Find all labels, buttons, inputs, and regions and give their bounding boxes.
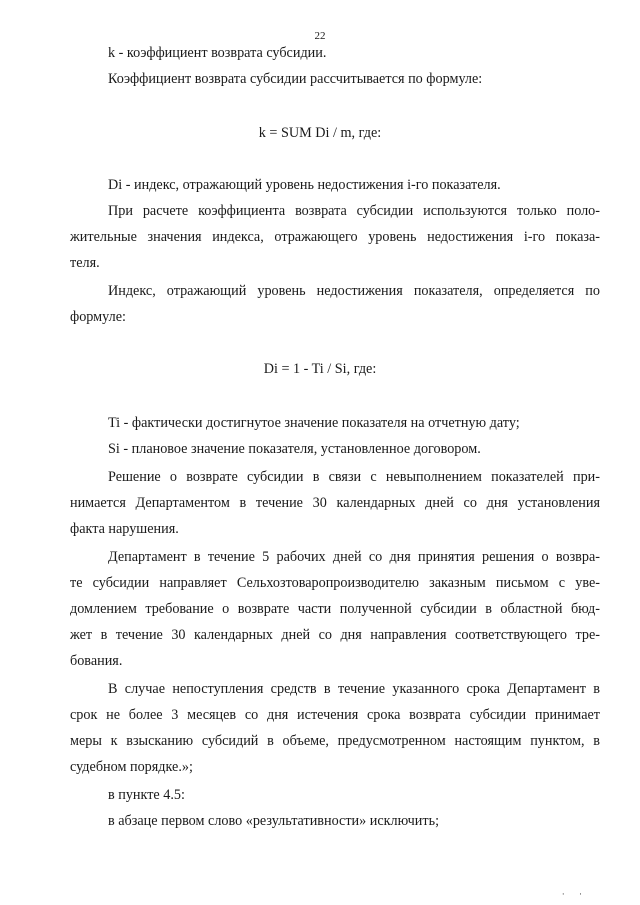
text-line: Индекс, отражающий уровень недостижения показателя, определяется по	[108, 283, 600, 299]
text-line: домлением требование о возврате части полученной субсидии в областной бюд-	[70, 601, 600, 617]
text-line: При расчете коэффициента возврата субсидии используются только поло-	[108, 203, 600, 219]
formula-k: k = SUM Di / m, где:	[258, 125, 382, 141]
text-line: в пункте 4.5:	[108, 787, 185, 803]
text-line: те субсидии направляет Сельхозтоваропроизводителю заказным письмом с уве-	[70, 575, 600, 591]
text-line: бования.	[70, 653, 123, 669]
text-line: Департамент в течение 5 рабочих дней со дня принятия решения о возвра-	[108, 549, 600, 565]
text-line: Ti - фактически достигнутое значение показателя на отчетную дату;	[108, 415, 520, 431]
text-line: в абзаце первом слово «результативности» исключить;	[108, 813, 440, 829]
text-line: Di - индекс, отражающий уровень недостижения i-го показателя.	[108, 177, 501, 193]
text-line: нимается Департаментом в течение 30 календарных дней со дня установления	[70, 495, 600, 511]
text-line: факта нарушения.	[70, 521, 179, 537]
footer-marks: · ·	[561, 889, 588, 899]
text-line: жет в течение 30 календарных дней со дня направления соответствующего тре-	[70, 627, 600, 643]
text-line: k - коэффициент возврата субсидии.	[108, 45, 327, 61]
text-line: жительные значения индекса, отражающего уровень недостижения i-го показа-	[70, 229, 600, 245]
text-line: меры к взысканию субсидий в объеме, предусмотренном настоящим пунктом, в	[70, 733, 600, 749]
text-line: В случае непоступления средств в течение указанного срока Департамент в	[108, 681, 600, 697]
text-line: Решение о возврате субсидии в связи с невыполнением показателей при-	[108, 469, 600, 485]
text-line: теля.	[70, 255, 100, 271]
text-line: судебном порядке.»;	[70, 759, 193, 775]
text-line: Коэффициент возврата субсидии рассчитывается по формуле:	[108, 71, 483, 87]
formula-di: Di = 1 - Ti / Si, где:	[263, 361, 377, 377]
text-line: формуле:	[70, 309, 126, 325]
text-line: Si - плановое значение показателя, установленное договором.	[108, 441, 481, 457]
page-number: 22	[314, 30, 326, 42]
text-line: срок не более 3 месяцев со дня истечения срока возврата субсидии принимает	[70, 707, 600, 723]
